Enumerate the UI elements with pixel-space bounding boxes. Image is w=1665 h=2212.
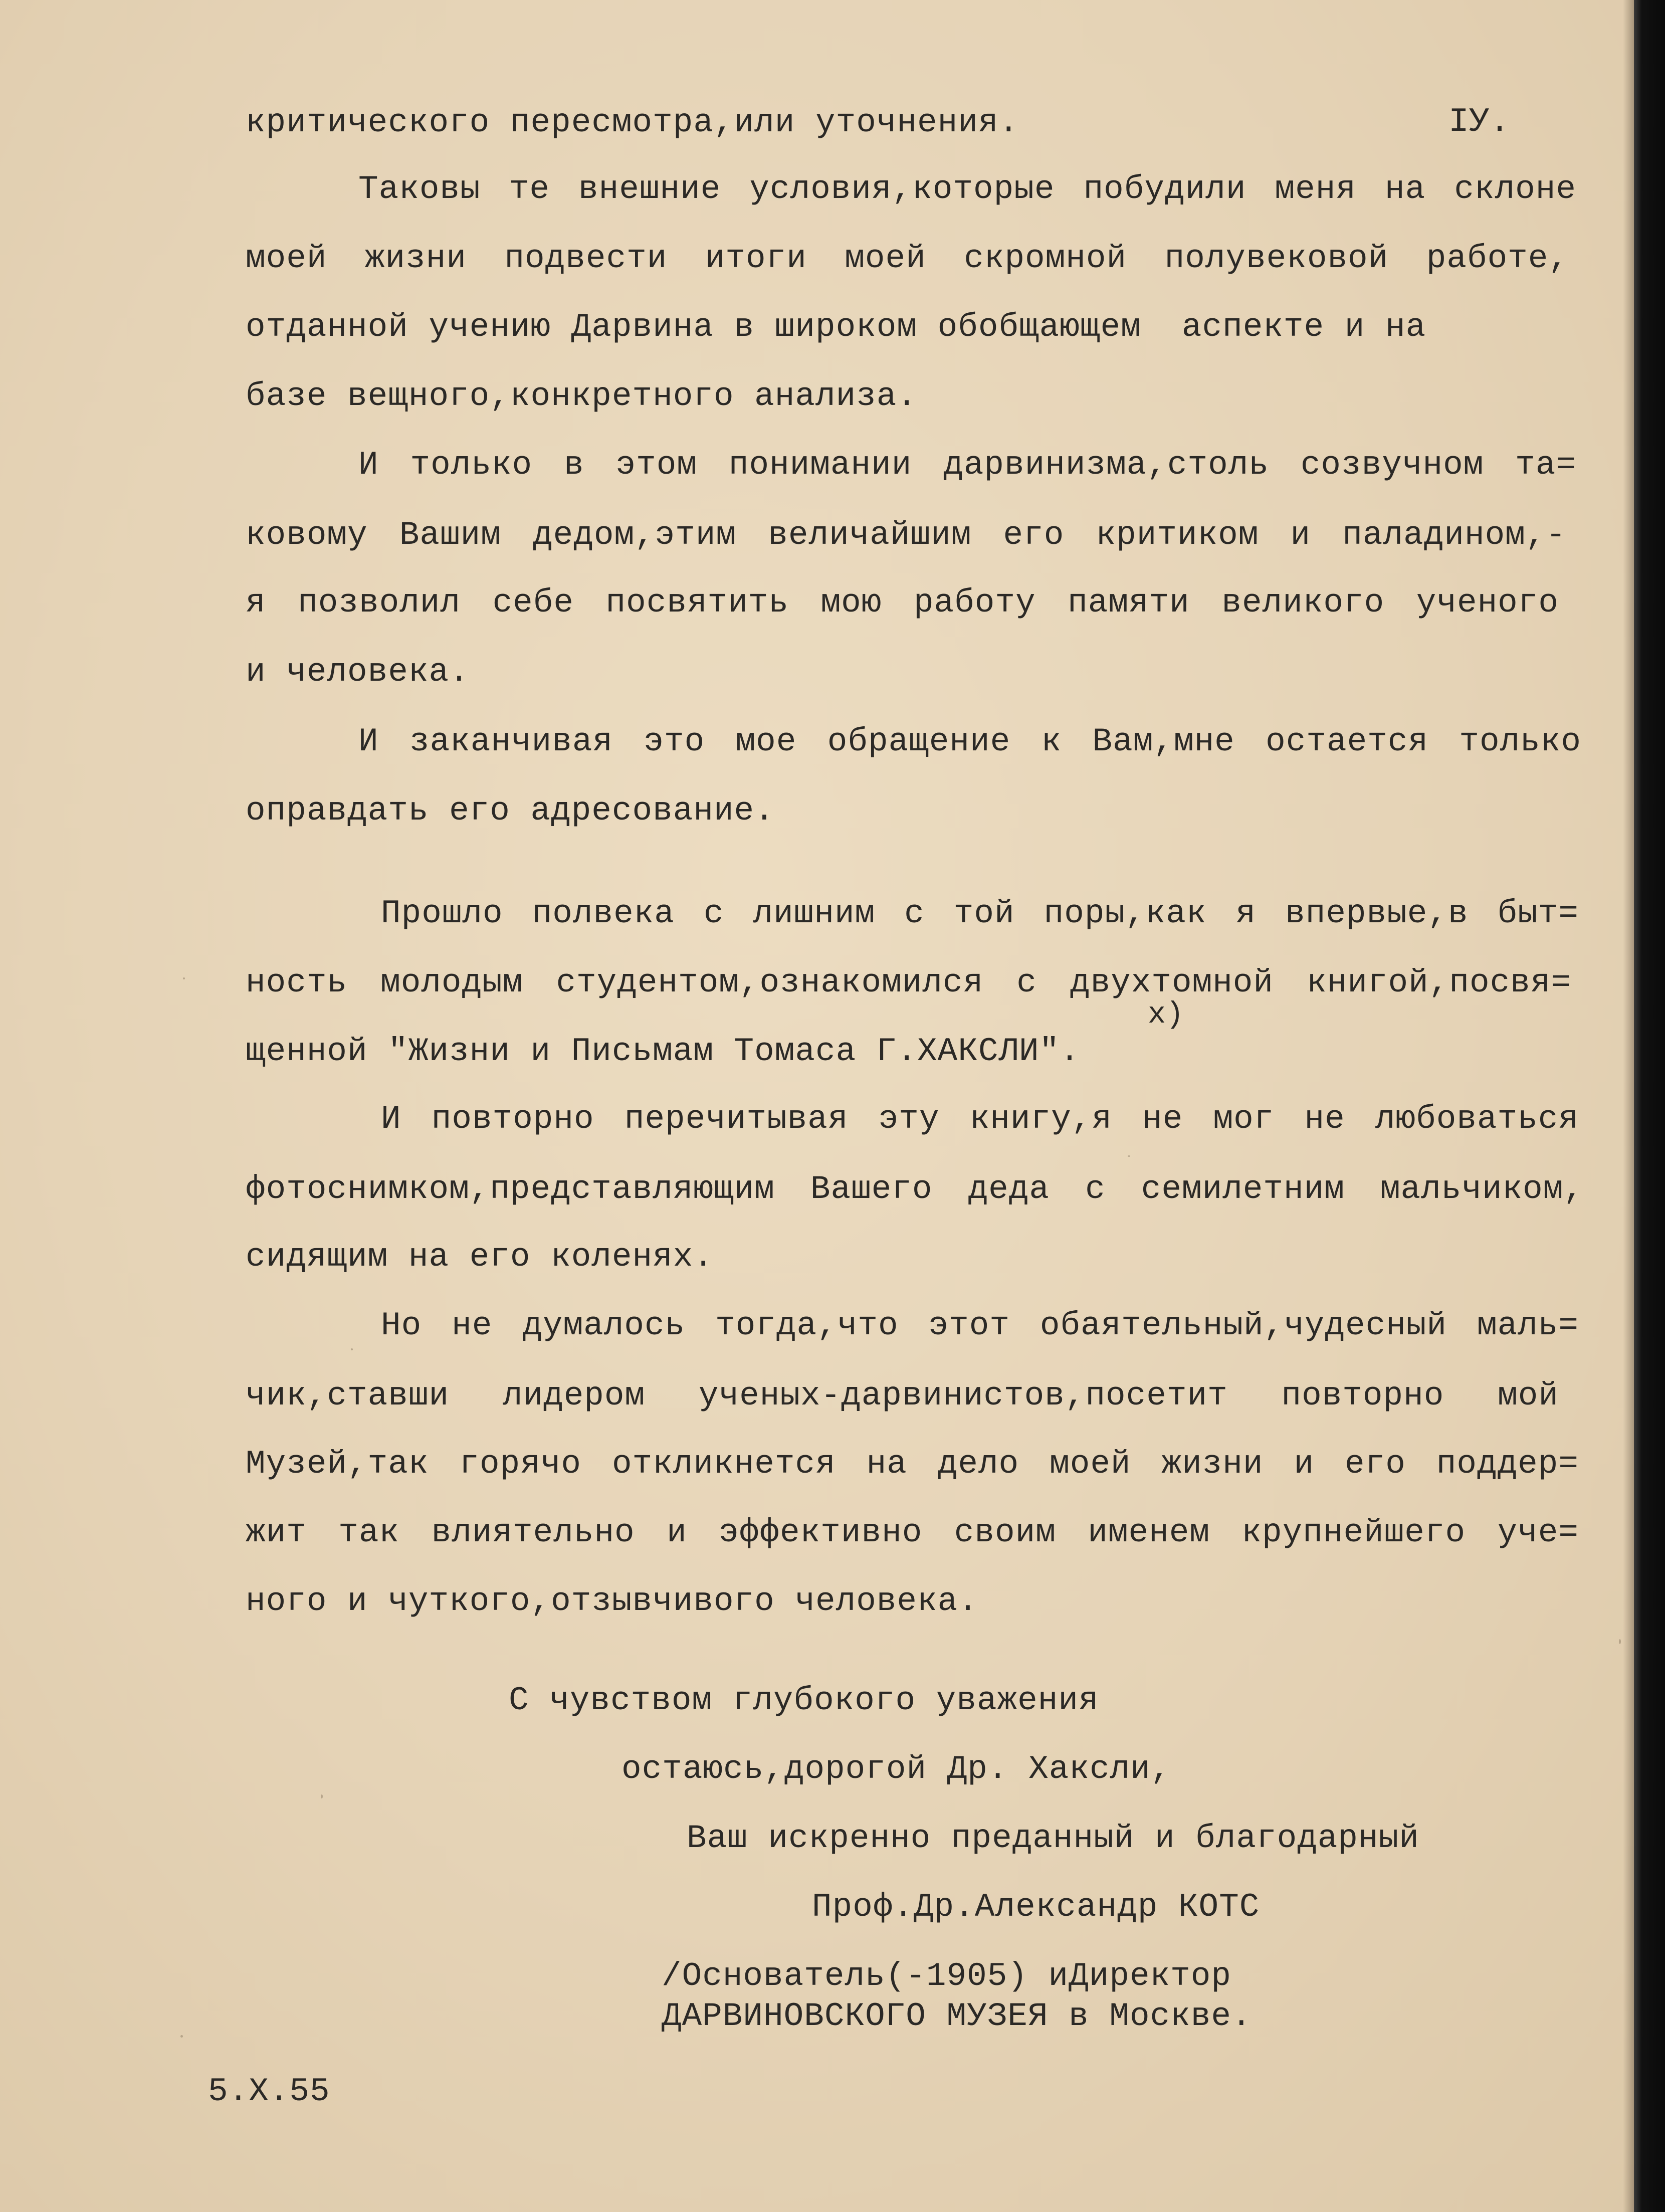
paragraph-6-line-4: жит так влиятельно и эффективно своим именем крупнейшего уче=	[246, 1514, 1579, 1551]
paragraph-2-line-2: ковому Вашим дедом,этим величайшим его критиком и паладином,-	[246, 516, 1566, 554]
paragraph-5-line-2: фотоснимком,представляющим Вашего деда с семилетним мальчиком,	[246, 1170, 1584, 1208]
paragraph-3-line-1: И заканчивая это мое обращение к Вам,мне остается только	[358, 723, 1581, 760]
paragraph-4-line-1: Прошло полвека с лишним с той поры,как я впервые,в быт=	[381, 895, 1579, 932]
page-edge-shadow	[1623, 0, 1634, 2212]
paragraph-6-line-3: Музей,так горячо откликнется на дело моей жизни и его поддер=	[246, 1445, 1579, 1483]
signature-title-line-2: ДАРВИНОВСКОГО МУЗЕЯ в Москве.	[662, 1997, 1252, 2035]
paper-speck	[180, 2035, 183, 2038]
paragraph-6-line-5: ного и чуткого,отзывчивого человека.	[246, 1582, 978, 1620]
closing-regards: С чувством глубокого уважения	[509, 1682, 1099, 1719]
paragraph-1-line-2: моей жизни подвести итоги моей скромной полувековой работе,	[246, 240, 1569, 277]
paper-speck	[351, 1348, 353, 1350]
page-number: IУ.	[1448, 103, 1510, 141]
paragraph-1-line-3: отданной учению Дарвина в широком обобщающем аспекте и на	[246, 308, 1426, 346]
footnote-mark: x)	[1148, 998, 1184, 1032]
paper-speck	[1619, 1639, 1621, 1644]
paper-speck	[321, 1794, 323, 1798]
paragraph-6-line-2: чик,ставши лидером ученых-дарвинистов,посетит повторно мой	[246, 1377, 1559, 1415]
paragraph-6-line-1: Но не думалось тогда,что этот обаятельный,чудесный маль=	[381, 1307, 1579, 1344]
signature-title-line-1: /Основатель(-1905) иДиректор	[662, 1957, 1231, 1995]
scan-border	[1634, 0, 1665, 2212]
signature-name: Проф.Др.Александр КОТС	[812, 1888, 1260, 1926]
paragraph-2-line-1: И только в этом понимании дарвинизма,столь созвучном та=	[358, 446, 1576, 484]
paragraph-5-line-3: сидящим на его коленях.	[246, 1238, 714, 1276]
intro-line: критического пересмотра,или уточнения.	[246, 104, 1019, 141]
paragraph-5-line-1: И повторно перечитывая эту книгу,я не мог не любоваться	[381, 1100, 1579, 1138]
paragraph-1-line-1: Таковы те внешние условия,которые побудили меня на склоне	[358, 170, 1576, 208]
paragraph-3-line-2: оправдать его адресование.	[246, 792, 775, 830]
paper-speck	[1128, 1155, 1130, 1157]
letter-date: 5.X.55	[208, 2073, 330, 2110]
paragraph-2-line-4: и человека.	[246, 653, 470, 691]
closing-remain: остаюсь,дорогой Др. Хаксли,	[621, 1750, 1171, 1788]
paragraph-2-line-3: я позволил себе посвятить мою работу памяти великого ученого	[246, 584, 1559, 622]
closing-sincerely: Ваш искренно преданный и благодарный	[687, 1820, 1419, 1857]
paragraph-4-line-3: щенной "Жизни и Письмам Томаса Г.ХАКСЛИ".	[246, 1033, 1080, 1070]
paragraph-4-line-2: ность молодым студентом,ознакомился с двухтомной книгой,посвя=	[246, 964, 1571, 1001]
paper-speck	[183, 977, 185, 979]
paragraph-1-line-4: базе вещного,конкретного анализа.	[246, 377, 918, 415]
